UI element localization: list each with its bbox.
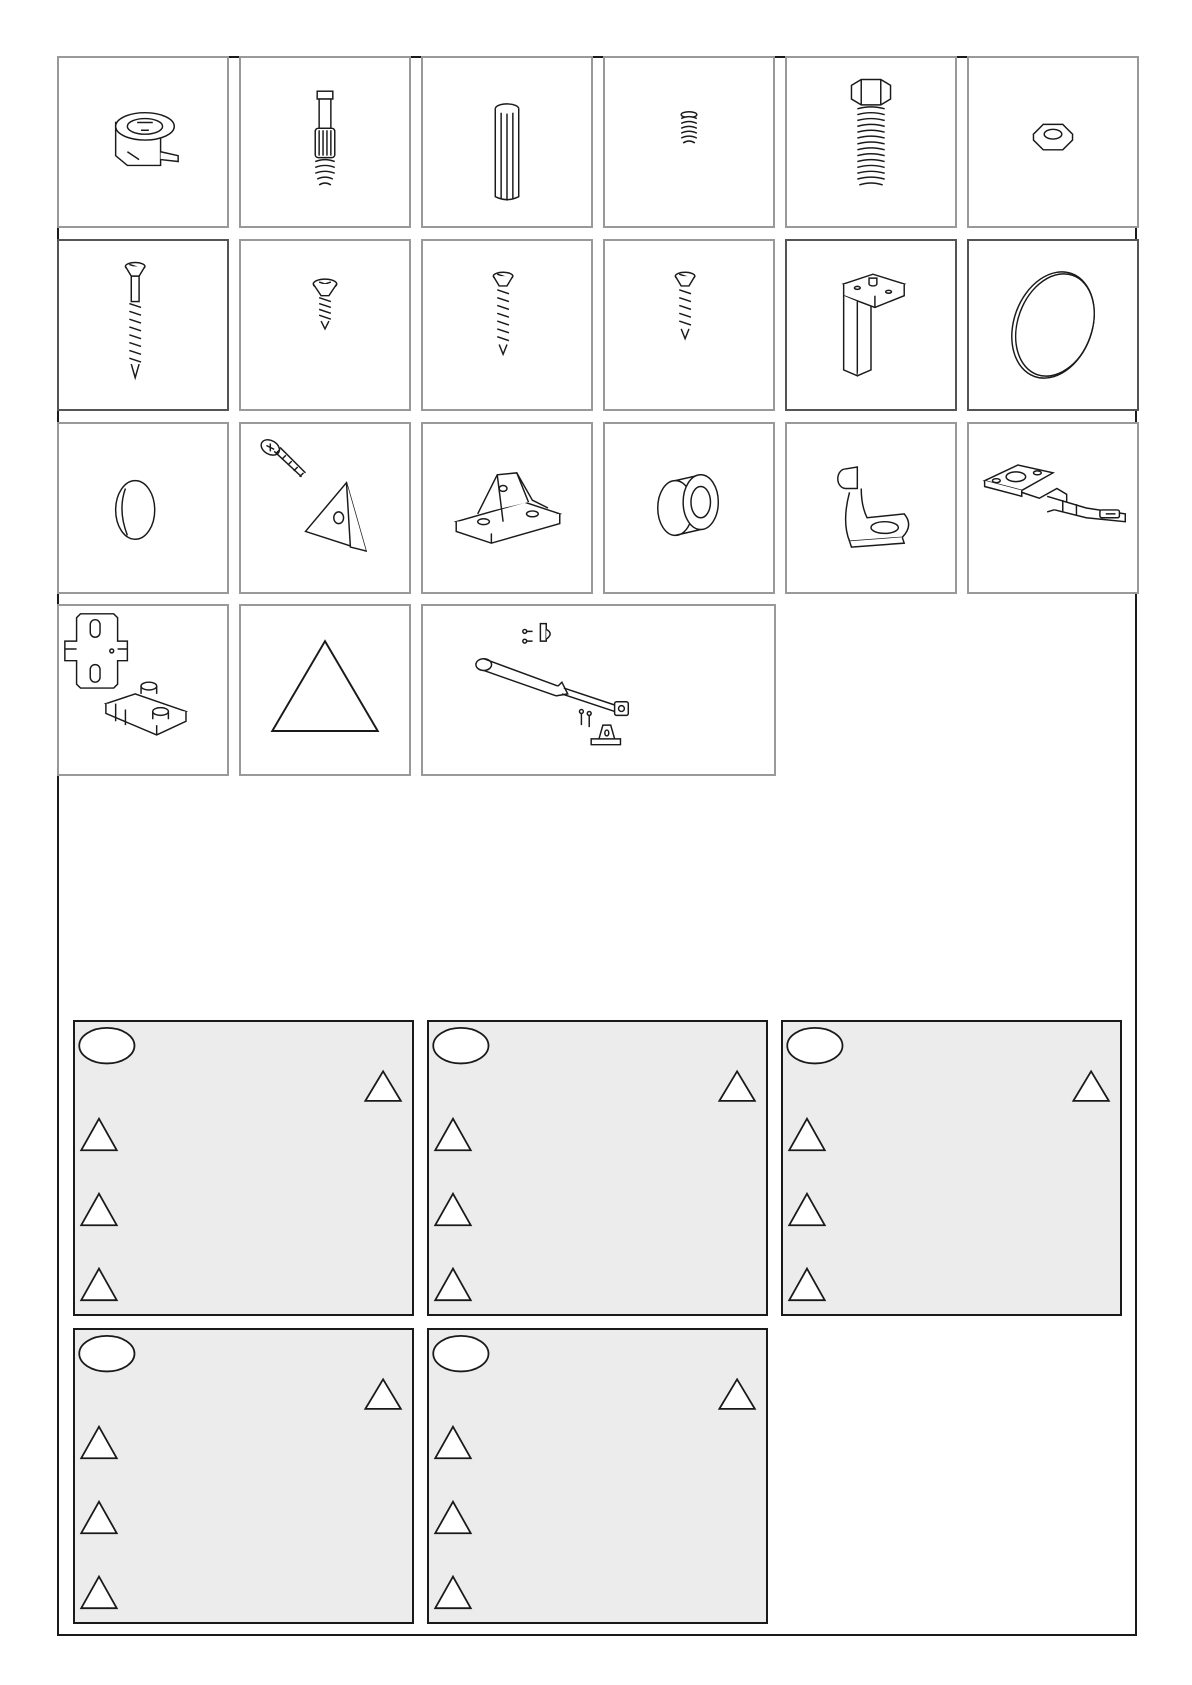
medium-screw-icon xyxy=(605,241,773,409)
panel-number-badge xyxy=(433,1336,488,1372)
square-leg-icon xyxy=(787,241,955,409)
warning-triangle-icon xyxy=(81,1502,117,1534)
part-screw-with-bracket xyxy=(239,422,411,594)
part-medium-screw-2 xyxy=(603,239,775,411)
panel-number-badge xyxy=(79,1336,134,1372)
part-wooden-dowel xyxy=(421,56,593,228)
hinge-icon xyxy=(969,424,1137,592)
warning-triangle-icon xyxy=(365,1071,401,1101)
part-square-leg xyxy=(785,239,957,411)
warning-triangle-icon xyxy=(719,1379,755,1409)
part-warning-triangle xyxy=(239,604,411,776)
warning-triangle-icon xyxy=(435,1269,471,1301)
warning-panel-4 xyxy=(73,1328,414,1624)
warning-triangle-icon xyxy=(435,1194,471,1226)
corner-bracket-icon xyxy=(241,424,409,592)
warning-triangle-icon xyxy=(789,1119,825,1151)
warning-triangle-icon xyxy=(365,1379,401,1409)
part-short-screw xyxy=(239,239,411,411)
connecting-bolt-icon xyxy=(241,58,409,226)
warning-triangle-icon xyxy=(81,1119,117,1151)
warning-triangle-icon xyxy=(719,1071,755,1101)
part-medium-screw xyxy=(421,239,593,411)
part-connecting-bolt xyxy=(239,56,411,228)
dowel-icon xyxy=(423,58,591,226)
cam-lock-icon xyxy=(59,58,227,226)
part-shelf-support xyxy=(785,422,957,594)
cap-cover-icon xyxy=(59,424,227,592)
warning-triangle-icon xyxy=(435,1502,471,1534)
part-round-disc xyxy=(967,239,1139,411)
short-screw-icon xyxy=(241,241,409,409)
medium-screw-icon xyxy=(423,241,591,409)
gas-spring-icon xyxy=(423,606,774,774)
warning-triangle-icon xyxy=(789,1194,825,1226)
warning-triangle-icon xyxy=(81,1577,117,1609)
part-hex-bolt xyxy=(785,56,957,228)
spacer-ring-icon xyxy=(605,424,773,592)
panel-number-badge xyxy=(79,1028,134,1064)
warning-triangle-icon xyxy=(81,1194,117,1226)
hinge-plate-icon xyxy=(59,606,227,774)
part-mounting-bracket xyxy=(421,422,593,594)
part-hinge-mounting-plate xyxy=(57,604,229,776)
part-long-screw xyxy=(57,239,229,411)
panel-number-badge xyxy=(433,1028,488,1064)
warning-panel-3 xyxy=(781,1020,1122,1316)
warning-triangle-icon xyxy=(435,1577,471,1609)
threaded-insert-icon xyxy=(605,58,773,226)
warning-triangle-icon xyxy=(435,1119,471,1151)
warning-panel-2 xyxy=(427,1020,768,1316)
warning-panel-5 xyxy=(427,1328,768,1624)
part-threaded-insert xyxy=(603,56,775,228)
part-spacer-ring xyxy=(603,422,775,594)
warning-triangle-icon xyxy=(241,606,409,774)
part-cap-cover xyxy=(57,422,229,594)
disc-icon xyxy=(969,241,1137,409)
warning-triangle-icon xyxy=(1073,1071,1109,1101)
hex-nut-icon xyxy=(969,58,1137,226)
warning-triangle-icon xyxy=(435,1427,471,1459)
warning-triangle-icon xyxy=(789,1269,825,1301)
long-screw-icon xyxy=(59,241,227,409)
warning-triangle-icon xyxy=(81,1427,117,1459)
part-hex-nut xyxy=(967,56,1139,228)
warning-triangle-icon xyxy=(81,1269,117,1301)
mounting-bracket-icon xyxy=(423,424,591,592)
hex-bolt-icon xyxy=(787,58,955,226)
warning-panel-1 xyxy=(73,1020,414,1316)
part-gas-spring-kit xyxy=(421,604,776,776)
part-cam-lock xyxy=(57,56,229,228)
panel-number-badge xyxy=(787,1028,842,1064)
part-cabinet-hinge xyxy=(967,422,1139,594)
shelf-support-icon xyxy=(787,424,955,592)
